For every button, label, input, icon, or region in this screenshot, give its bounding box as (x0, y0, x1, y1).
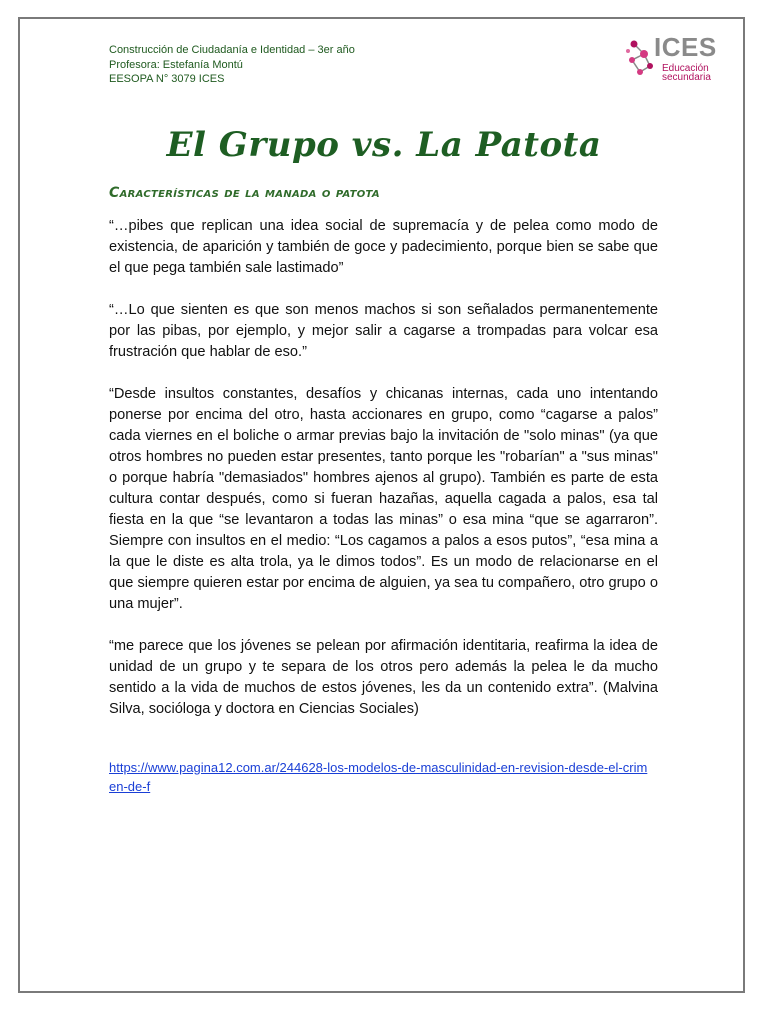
logo-subtitle-1: Educación (662, 63, 709, 74)
document-header (109, 43, 355, 87)
logo-subtitle-2: secundaria (662, 72, 711, 83)
ices-logo (624, 34, 724, 86)
paragraph: “me parece que los jóvenes se pelean por afirmación identitaria, reafirma la idea de unidad de un grupo y te separa de los otros pero además la pelea le da mucho sentido a la vida de muchos de estos jóvenes, les da un contenido extra”. (Malvina Silva, socióloga y doctora en Ciencias Sociales) (109, 638, 658, 717)
body-text (109, 216, 658, 741)
paragraph: “…Lo que sienten es que son menos machos si son señalados permanentemente por las pibas, por ejemplo, y mejor salir a cagarse a trompadas para volcar esa frustración que hablar de eso.” (109, 302, 658, 360)
paragraph: “…pibes que replican una idea social de supremacía y de pelea como modo de existencia, de aparición y también de goce y padecimiento, porque bien se sabe que el que pega también sale lastimado” (109, 218, 658, 276)
source-link[interactable]: https://www.pagina12.com.ar/244628-los-modelos-de-masculinidad-en-revision-desde-el-crimen-de-f (109, 760, 648, 794)
school-name: EESOPA N° 3079 ICES (109, 73, 225, 85)
molecule-icon (624, 34, 658, 80)
section-heading: Características de la manada o patota (109, 185, 380, 201)
logo-brand: ICES (654, 32, 717, 62)
teacher-name: Profesora: Estefanía Montú (109, 58, 243, 71)
paragraph: “Desde insultos constantes, desafíos y chicanas internas, cada uno intentando ponerse por encima del otro, hasta accionares en grupo, como “cagarse a palos” cada viernes en el boliche o armar previas bajo la invitación de "solo minas" (ya que otros hombres no pueden estar presentes, tanto porque les "robarían" a "sus minas" o porque habría "demasiados" hombres ajenos al grupo). También es parte de esta cultura contar después, como si fueran hazañas, aquella cagada a palos, esa tal fiesta en la que “se levantaron a todas las minas” o esa mina “que se agarraron”. Siempre con insultos en el medio: “Los cagamos a palos a esos putos”, “esa mina a la que le diste es alta trola, ya le dimos todos”. Es un modo de relacionarse en el que siempre quieren estar por encima de alguien, ya sea tu compañero, otro grupo o una mujer”. (109, 386, 658, 612)
page-title: El Grupo vs. La Patota (166, 125, 602, 165)
course-title: Construcción de Ciudadanía e Identidad – 3er año (109, 44, 355, 56)
